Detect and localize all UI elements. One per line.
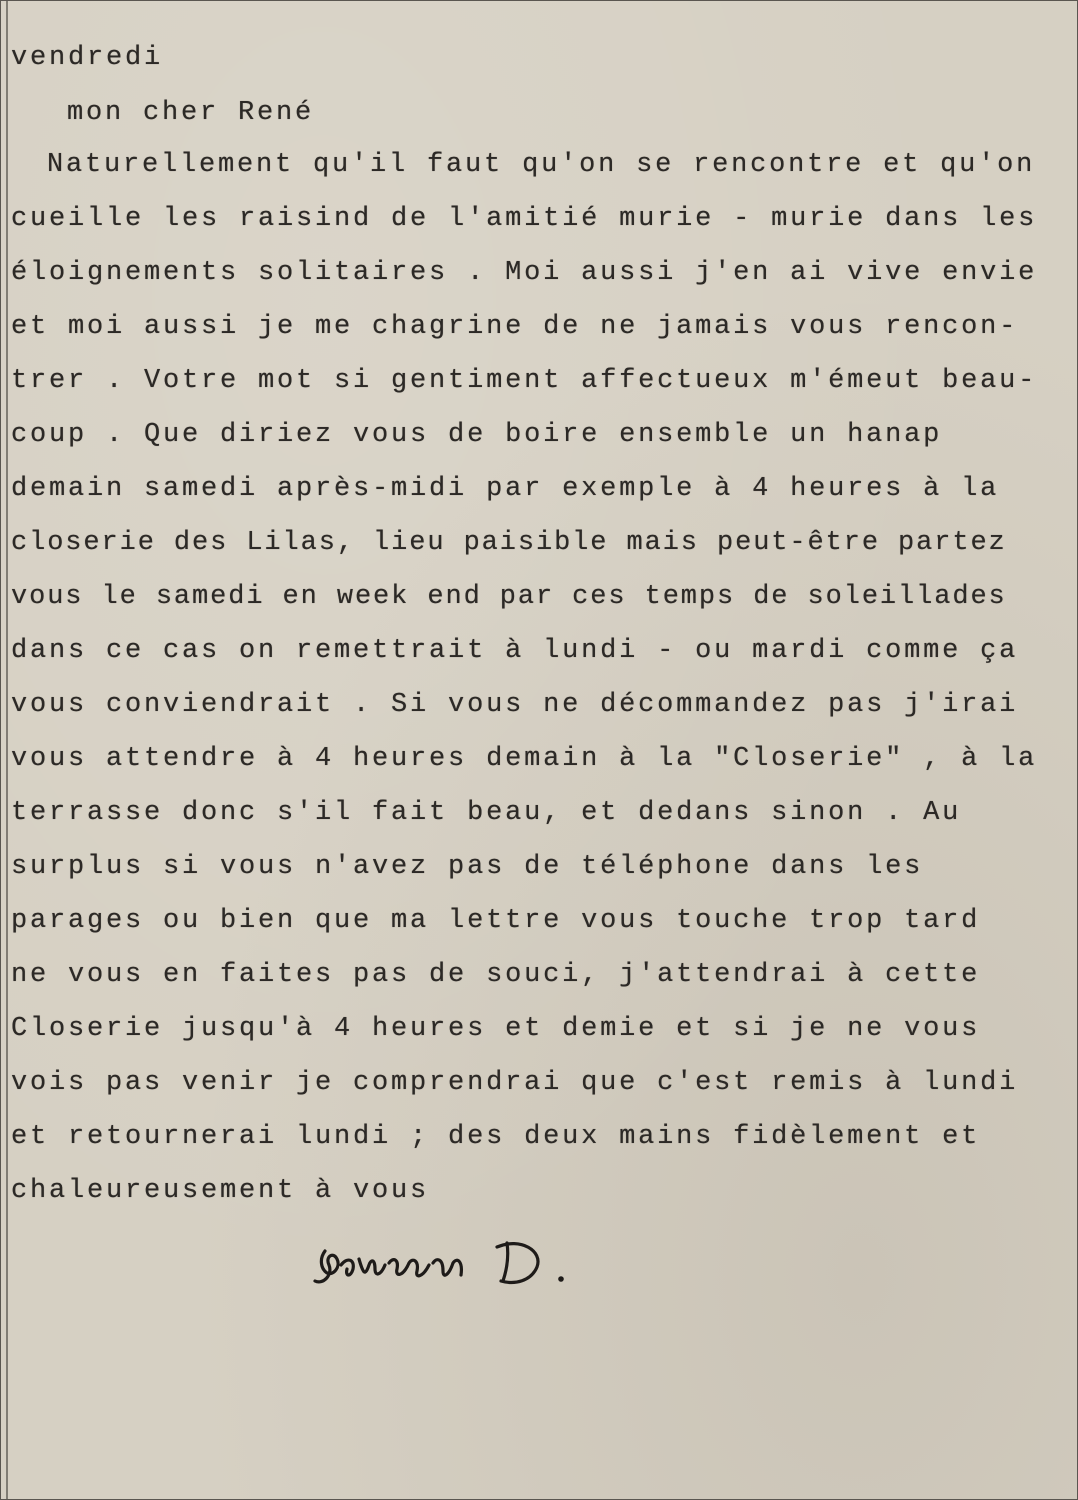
letter-body-line: coup . Que diriez vous de boire ensemble un hanap — [11, 420, 943, 450]
letter-body-line: vous conviendrait . Si vous ne décommandez pas j'irai — [11, 690, 1019, 720]
letter-date: vendredi — [11, 43, 164, 73]
letter-closing: chaleureusement à vous — [11, 1176, 430, 1206]
letter-body-line: éloignements solitaires . Moi aussi j'en ai vive envie — [11, 258, 1038, 288]
letter-body-line: vois pas venir je comprendrai que c'est remis à lundi — [11, 1068, 1019, 1098]
letter-body-line: cueille les raisind de l'amitié murie - murie dans les — [11, 204, 1038, 234]
letter-salutation: mon cher René — [67, 98, 315, 128]
letter-body-line: Naturellement qu'il faut qu'on se rencontre et qu'on — [47, 150, 1036, 180]
letter-body-line: et moi aussi je me chagrine de ne jamais vous rencon- — [11, 312, 1019, 342]
letter-body-line: surplus si vous n'avez pas de téléphone dans les — [11, 852, 924, 882]
letter-body-line: vous le samedi en week end par ces temps de soleillades — [11, 582, 1007, 612]
letter-body-line: trer . Votre mot si gentiment affectueux m'émeut beau- — [11, 366, 1038, 396]
letter-body-line: dans ce cas on remettrait à lundi - ou mardi comme ça — [11, 636, 1019, 666]
handwritten-signature — [311, 1229, 591, 1299]
letter-body-line: demain samedi après-midi par exemple à 4 heures à la — [11, 474, 1000, 504]
page-edge-rule — [6, 1, 8, 1499]
letter-body-line: et retournerai lundi ; des deux mains fidèlement et — [11, 1122, 981, 1152]
letter-body-line: ne vous en faites pas de souci, j'attendrai à cette — [11, 960, 981, 990]
letter-body-line: Closerie jusqu'à 4 heures et demie et si je ne vous — [11, 1014, 981, 1044]
letter-body-line: closerie des Lilas, lieu paisible mais peut-être partez — [11, 528, 1007, 558]
letter-body-line: parages ou bien que ma lettre vous touche trop tard — [11, 906, 981, 936]
letter-body-line: vous attendre à 4 heures demain à la "Closerie" , à la — [11, 744, 1038, 774]
letter-body-line: terrasse donc s'il fait beau, et dedans sinon . Au — [11, 798, 962, 828]
